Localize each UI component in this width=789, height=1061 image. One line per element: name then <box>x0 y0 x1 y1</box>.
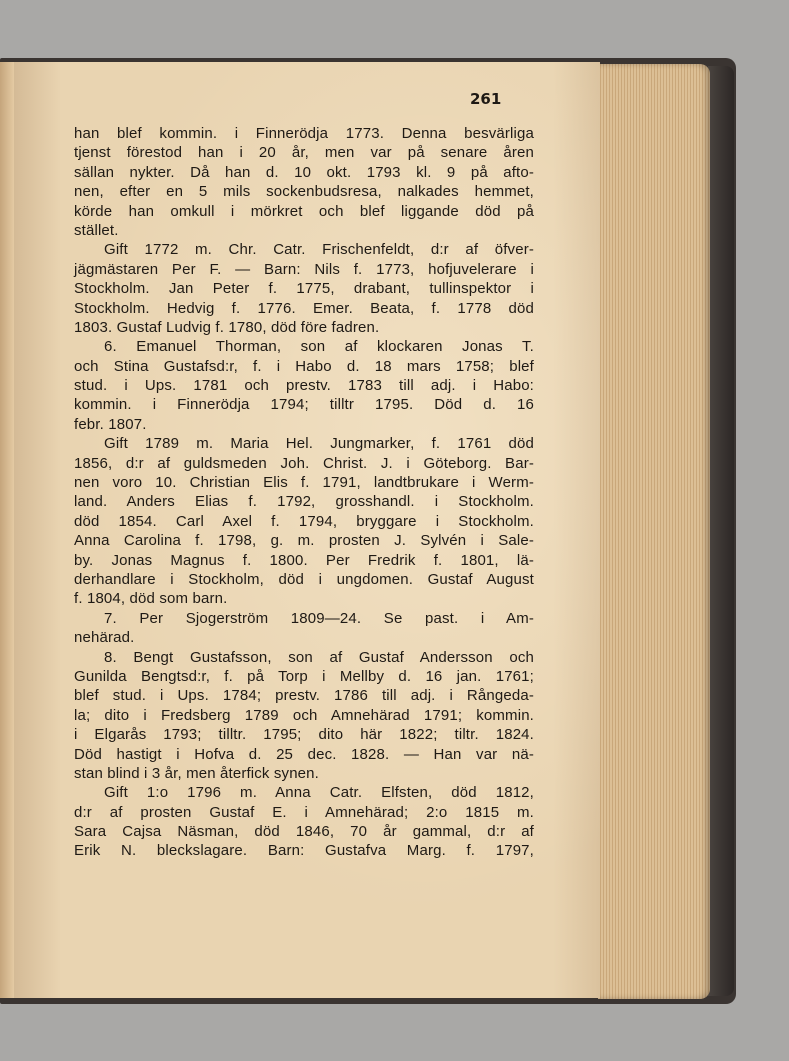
text-line: blef stud. i Ups. 1784; prestv. 1786 till adj. i Rångeda- <box>74 687 534 705</box>
text-line: Anna Carolina f. 1798, g. m. prosten J. Sylvén i Sale- <box>74 532 534 550</box>
text-line: 6. Emanuel Thorman, son af klockaren Jonas T. <box>104 338 534 356</box>
text-line: by. Jonas Magnus f. 1800. Per Fredrik f. 1801, lä- <box>74 551 534 569</box>
page-gutter <box>0 62 14 998</box>
text-line: nen voro 10. Christian Elis f. 1791, landtbrukare i Werm- <box>74 474 534 492</box>
text-line: stan blind i 3 år, men återfick synen. <box>74 764 319 782</box>
text-line: land. Anders Elias f. 1792, grosshandl. i Stockholm. <box>74 493 534 511</box>
text-line: Gift 1789 m. Maria Hel. Jungmarker, f. 1761 död <box>104 435 534 453</box>
text-line: Död hastigt i Hofva d. 25 dec. 1828. — Han var nä- <box>74 745 534 763</box>
text-line: 1803. Gustaf Ludvig f. 1780, död före fadren. <box>74 318 380 336</box>
text-line: stället. <box>74 221 119 239</box>
text-line: d:r af prosten Gustaf E. i Amnehärad; 2:o 1815 m. <box>74 803 534 821</box>
text-line: 8. Bengt Gustafsson, son af Gustaf Andersson och <box>104 648 534 666</box>
text-line: Gift 1:o 1796 m. Anna Catr. Elfsten, död 1812, <box>104 784 534 802</box>
text-line: nehärad. <box>74 629 135 647</box>
text-line: sällan nykter. Då han d. 10 okt. 1793 kl. 9 på afto- <box>74 163 534 181</box>
text-line: f. 1804, död som barn. <box>74 590 228 608</box>
text-line: och Stina Gustafsd:r, f. i Habo d. 18 mars 1758; blef <box>74 357 534 375</box>
text-line: Gunilda Bengtsd:r, f. på Torp i Mellby d. 16 jan. 1761; <box>74 667 534 685</box>
text-line: Sara Cajsa Näsman, död 1846, 70 år gammal, d:r af <box>74 823 534 841</box>
book-spine-edge <box>708 66 734 996</box>
text-line: Gift 1772 m. Chr. Catr. Frischenfeldt, d:r af öfver- <box>104 241 534 259</box>
text-line: Stockholm. Jan Peter f. 1775, drabant, tullinspektor i <box>74 280 534 298</box>
text-line: la; dito i Fredsberg 1789 och Amnehärad 1791; kommin. <box>74 706 534 724</box>
text-line: Stockholm. Hedvig f. 1776. Emer. Beata, f. 1778 död <box>74 299 534 317</box>
page-text <box>74 124 534 861</box>
text-line: körde han omkull i mörkret och blef liggande död på <box>74 202 534 220</box>
text-line: stud. i Ups. 1781 och prestv. 1783 till adj. i Habo: <box>74 377 534 395</box>
text-line: 1856, d:r af guldsmeden Joh. Christ. J. i Göteborg. Bar- <box>74 454 534 472</box>
text-line: febr. 1807. <box>74 415 147 433</box>
text-line: derhandlare i Stockholm, död i ungdomen. Gustaf August <box>74 570 534 588</box>
page-number: 261 <box>470 90 502 108</box>
text-line: 7. Per Sjogerström 1809—24. Se past. i Am- <box>104 609 534 627</box>
text-line: jägmästaren Per F. — Barn: Nils f. 1773, hofjuvelerare i <box>74 260 534 278</box>
text-line: död 1854. Carl Axel f. 1794, bryggare i Stockholm. <box>74 512 534 530</box>
text-line: nen, efter en 5 mils sockenbudsresa, nalkades hemmet, <box>74 183 534 201</box>
text-line: han blef kommin. i Finnerödja 1773. Denna besvärliga <box>74 125 534 142</box>
text-line: Erik N. bleckslagare. Barn: Gustafva Marg. f. 1797, <box>74 842 534 860</box>
text-line: i Elgarås 1793; tilltr. 1795; dito här 1822; tiltr. 1824. <box>74 726 534 744</box>
text-line: tjenst förestod han i 20 år, men var på senare åren <box>74 144 534 162</box>
text-line: kommin. i Finnerödja 1794; tilltr 1795. Död d. 16 <box>74 396 534 414</box>
page-edges <box>598 64 710 999</box>
